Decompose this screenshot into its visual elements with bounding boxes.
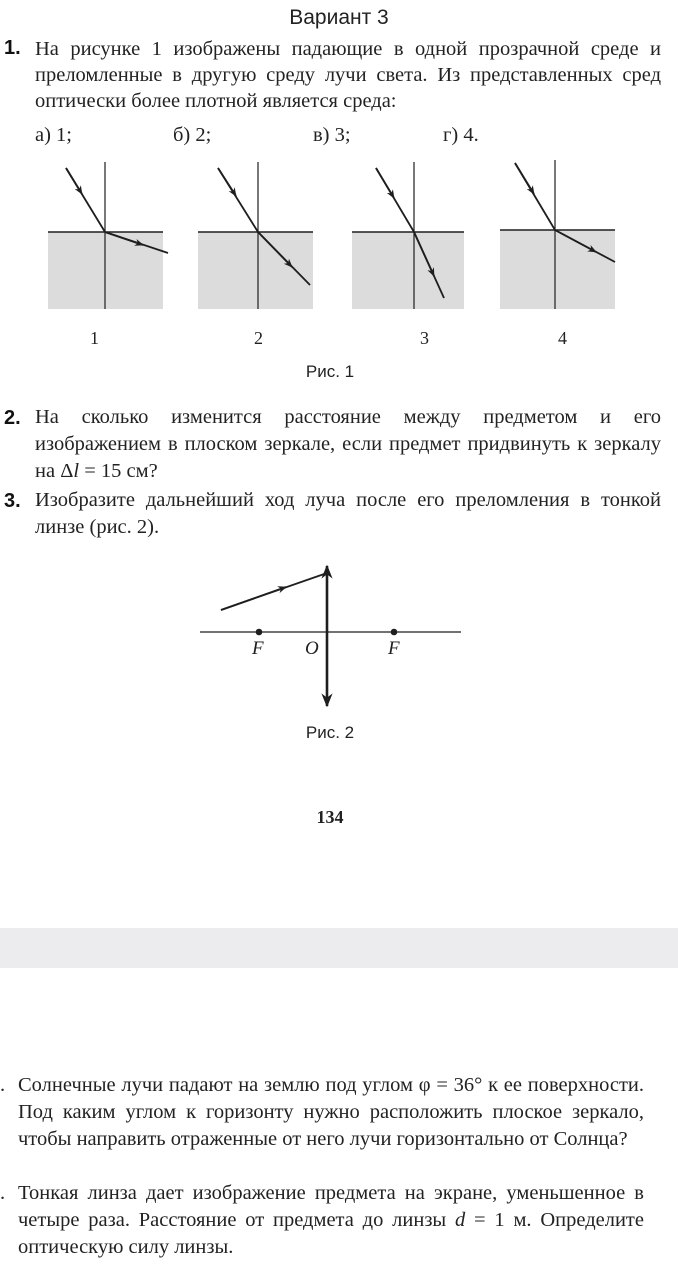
focus-label-left: F <box>252 638 264 659</box>
next-item-1-marker: . <box>0 1074 6 1096</box>
medium-4 <box>500 230 615 309</box>
page-divider <box>0 928 678 968</box>
figure-2 <box>0 550 678 720</box>
figure-1-label-3: 3 <box>420 328 429 348</box>
option-b: б) 2; <box>173 124 212 146</box>
medium-3 <box>352 232 464 309</box>
page-number: 134 <box>316 807 344 827</box>
figure-1-label-4: 4 <box>558 328 567 348</box>
question-3-text: Изобразите дальнейший ход луча после его преломления в тонкой линзе (рис. 2). <box>35 489 661 538</box>
figure-1 <box>0 150 678 390</box>
focus-point-right <box>391 629 398 636</box>
next-item-2-text: Тонкая линза дает изображение предмета на экране, уменьшенное в четыре раза. Расстояние от предмета до линзы d = 1 м. Определите оптическую силу линзы. <box>18 1182 644 1258</box>
figure-1-caption: Рис. 1 <box>305 362 355 381</box>
next-item-1-text: Солнечные лучи падают на землю под углом φ = 36° к ее поверхности. Под каким углом к горизонту нужно расположить плоское зеркало, чтобы направить отраженные от него лучи горизонтально от Солнца? <box>18 1074 645 1150</box>
question-1-text: На рисунке 1 изображены падающие в одной прозрачной среде и преломленные в другую среду лучи света. Из представленных сред оптически более плотной является среда: <box>35 38 661 112</box>
option-a: а) 1; <box>35 124 72 146</box>
figure-1-panel-3 <box>352 162 464 309</box>
question-2-number: 2. <box>4 407 21 429</box>
figure-1-panel-4 <box>500 160 615 309</box>
option-c: в) 3; <box>313 124 351 146</box>
figure-2-caption: Рис. 2 <box>305 723 355 742</box>
focus-label-right: F <box>388 638 400 659</box>
figure-1-panel-1 <box>48 162 168 309</box>
variant-title: Вариант 3 <box>289 6 389 29</box>
next-item-2-marker: . <box>0 1182 6 1204</box>
question-1-number: 1. <box>4 37 21 59</box>
figure-1-label-2: 2 <box>254 328 263 348</box>
option-d: г) 4. <box>443 124 479 146</box>
question-3-number: 3. <box>4 490 21 512</box>
figure-1-panel-2 <box>198 162 313 309</box>
figure-1-label-1: 1 <box>90 328 99 348</box>
focus-point-left <box>256 629 263 636</box>
question-2-text: На сколько изменится расстояние между предметом и его изображением в плоском зеркале, если предмет придвинуть к зеркалу на Δl = 15 см? <box>35 406 661 482</box>
lens-center-label: O <box>305 638 319 659</box>
